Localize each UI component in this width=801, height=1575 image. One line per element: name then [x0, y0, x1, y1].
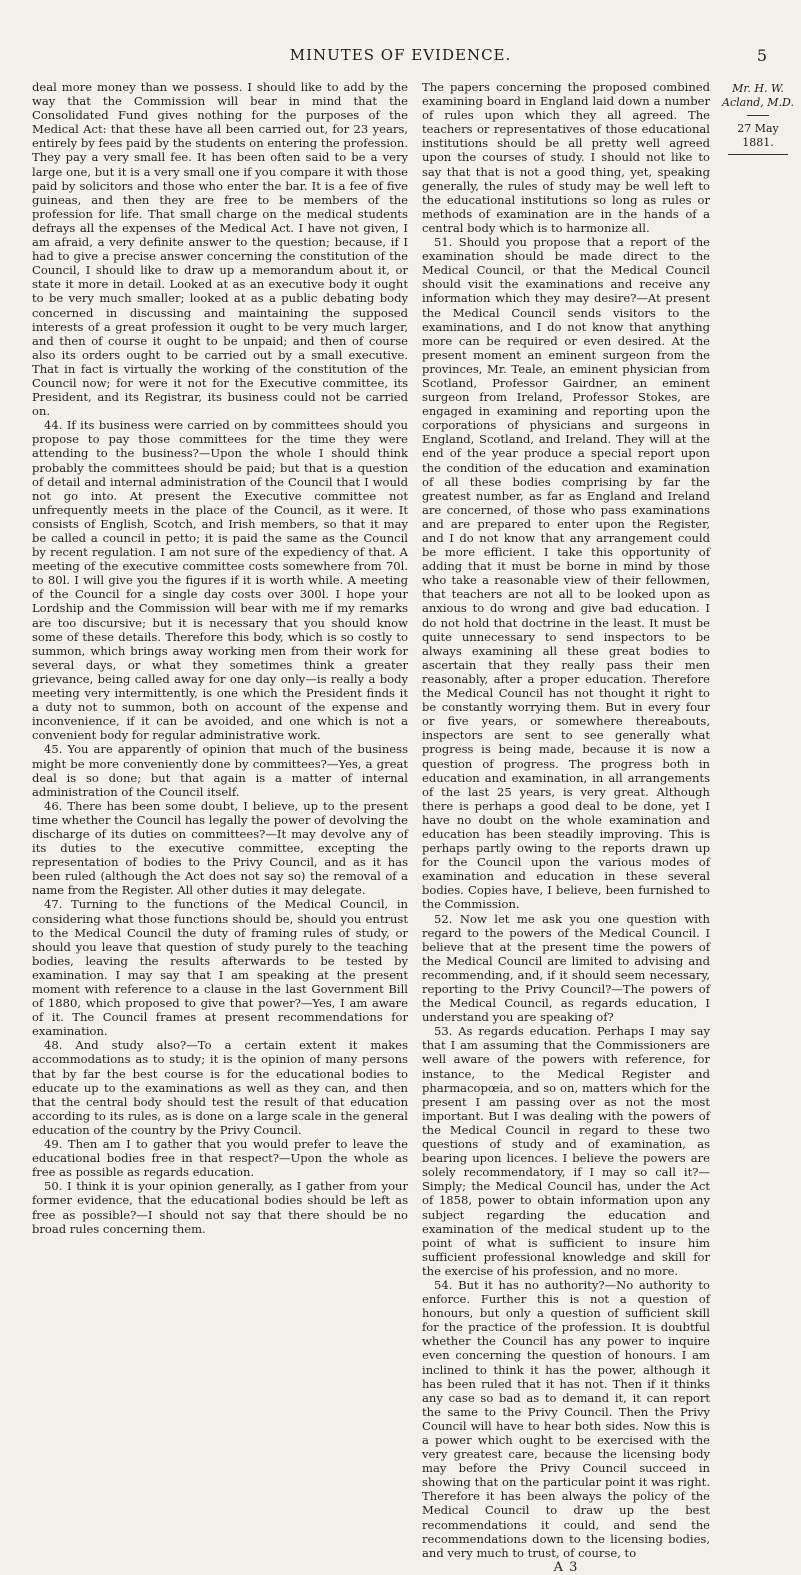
- paragraph: 51. Should you propose that a report of the examination should be made direct to the Medical Council, or that the Medical Council should visit the examinations and receive any information which they may desire?—At present the Medical Council sends visitors to the examinations, and I do not know that anything more can be required or even desired. At the present moment an eminent surgeon from the provinces, Mr. Teale, an eminent physician from Scotland, Professor Gairdner, an eminent surgeon from Ireland, Professor Stokes, are engaged in examining and reporting upon the corporations of physicians and surgeons in England, Scotland, and Ireland. They will at the end of the year produce a special report upon the condition of the education and examination of all these bodies comprising by far the greatest number, as far as England and Ireland are concerned, of those who pass examinations and are prepared to enter upon the Register, and I do not know that any arrangement could be more efficient. I take this opportunity of adding that it must be borne in mind by those who take a reasonable view of their fellowmen, that teachers are not all to be looked upon as anxious to do wrong and give bad education. I do not hold that doctrine in the least. It must be quite unnecessary to send inspectors to be always examining all these great bodies to ascertain that they really pass their men reasonably, after a proper education. Therefore the Medical Council has not thought it right to be constantly worrying them. But in every four or five years, or somewhere thereabouts, inspectors are sent to see generally what progress is being made, because it is now a question of progress. The progress both in education and examination, in all arrangements of the last 25 years, is very great. Although there is perhaps a good deal to be done, yet I have no doubt on the whole examination and education has been steadily improving. This is perhaps partly owing to the reports drawn up for the Council upon the various modes of examination and education in these several bodies. Copies have, I believe, been furnished to the Commission.: [422, 235, 710, 912]
- paragraph: deal more money than we possess. I should like to add by the way that the Commission will bear in mind that the Consolidated Fund gives nothing for the purposes of the Medical Act: that these have all been carried out, for 23 years, entirely by fees paid by the students on entering the profession. They pay a very small fee. It has been often said to be a very large one, but it is a very small one if you compare it with those paid by solicitors and those who enter the bar. It is a fee of five guineas, and then they are free to be members of the profession for life. That small charge on the medical students defrays all the expenses of the Medical Act. I have not given, I am afraid, a very definite answer to the question; because, if I had to give a precise answer concerning the constitution of the Council, I should like to draw up a memorandum about it, or state it more in detail. Looked at as an executive body it ought to be very much smaller; looked at as a public debating body concerned in discussing and maintaining the supposed interests of a great profession it ought to be very much larger, and then of course it ought to be unpaid; and then of course also its orders ought to be carried out by a small executive. That in fact is virtually the working of the constitution of the Council now; for were it not for the Executive committee, its President, and its Registrar, its business could not be carried on.: [32, 80, 408, 419]
- margin-note: [722, 82, 794, 161]
- paragraph: 48. And study also?—To a certain extent it makes accommodations as to study; it is the opinion of many persons that by far the best course is for the educational bodies to educate up to the examinations as well as they can, and then that the central body should test the result of that education according to its rules, as is done on a large scale in the general education of the country by the Privy Council.: [32, 1038, 408, 1137]
- paragraph: 54. But it has no authority?—No authority to enforce. Further this is not a question of honours, but only a question of sufficient skill for the practice of the profession. It is doubtful whether the Council has any power to inquire even concerning the question of honours. I am inclined to think it has the power, although it has been ruled that it has not. Then if it thinks any case so bad as to demand it, it can report the same to the Privy Council. Then the Privy Council will have to hear both sides. Now this is a power which ought to be exercised with the very greatest care, because the licensing body may before the Privy Council succeed in showing that on the particular point it was right. Therefore it has been always the policy of the Medical Council to draw up the best recommendations it could, and send the recommendations down to the licensing bodies, and very much to trust, of course, to: [422, 1277, 710, 1560]
- paragraph: 50. I think it is your opinion generally, as I gather from your former evidence, that the educational bodies should be left as free as possible?—I should not say that there should be no broad rules concerning them.: [32, 1179, 408, 1236]
- paragraph: 45. You are apparently of opinion that much of the business might be more conveniently done by committees?—Yes, a great deal is so done; but that again is a matter of internal administration of the Council itself.: [32, 742, 408, 799]
- signature-mark: A 3: [553, 1559, 579, 1575]
- witness-name: Mr. H. W. Acland, M.D.: [722, 82, 794, 109]
- left-column: [32, 80, 408, 1236]
- page-header: [0, 46, 801, 70]
- paragraph: 53. As regards education. Perhaps I may say that I am assuming that the Commissioners are well aware of the powers with reference, for instance, to the Medical Register and pharmacopœia, and so on, matters which for the present I am passing over as not the most important. But I was dealing with the powers of the Medical Council in regard to these two questions of study and of examination, as bearing upon licences. I believe the powers are solely recommendatory, if I may so call it?—Simply; the Medical Council has, under the Act of 1858, power to obtain information upon any subject regarding the education and examination of the medical student up to the point of what is sufficient to insure him sufficient professional knowledge and skill for the exercise of his profession, and no more.: [422, 1024, 710, 1278]
- divider: [728, 154, 788, 155]
- paragraph: 47. Turning to the functions of the Medical Council, in considering what those functions should be, should you entrust to the Medical Council the duty of framing rules of study, or should you leave that question of study purely to the teaching bodies, leaving the results afterwards to be tested by examination. I may say that I am speaking at the present moment with reference to a clause in the last Government Bill of 1880, which proposed to give that power?—Yes, I am aware of it. The Council frames at present recommendations for examination.: [32, 897, 408, 1039]
- paragraph: The papers concerning the proposed combined examining board in England laid down a number of rules upon which they all agreed. The teachers or representatives of those educational institutions should be all pretty well agreed upon the courses of study. I should not like to say that that is not a good thing, yet, speaking generally, the rules of study may be well left to the educational institutions so long as rules or methods of examination are in the hands of a central body which is to harmonize all.: [422, 80, 710, 235]
- paragraph: 49. Then am I to gather that you would prefer to leave the educational bodies free in that respect?—Upon the whole as free as possible as regards education.: [32, 1137, 408, 1180]
- paragraph: 52. Now let me ask you one question with regard to the powers of the Medical Council. I believe that at the present time the powers of the Medical Council are limited to advising and recommending, and, if it should seem necessary, reporting to the Privy Council?—The powers of the Medical Council, as regards education, I understand you are speaking of?: [422, 911, 710, 1025]
- evidence-date: 27 May 1881.: [737, 122, 779, 149]
- paragraph: 46. There has been some doubt, I believe, up to the present time whether the Council has legally the power of devolving the discharge of its duties on committees?—It may devolve any of its duties to the executive committee, excepting the representation of bodies to the Privy Council, and as it has been ruled (although the Act does not say so) the removal of a name from the Register. All other duties it may delegate.: [32, 798, 408, 898]
- running-title: MINUTES OF EVIDENCE.: [289, 46, 512, 64]
- right-column: [422, 80, 710, 1575]
- page-number: 5: [756, 46, 767, 65]
- divider: [747, 115, 769, 116]
- paragraph: 44. If its business were carried on by committees should you propose to pay those committees for the time they were attending to the business?—Upon the whole I should think probably the committees should be paid; but that is a question of detail and internal administration of the Council that I would not go into. At present the Executive committee not unfrequently meets in the place of the Council, as it were. It consists of English, Scotch, and Irish members, so that it may be called a council in petto; it is paid the same as the Council by recent regulation. I am not sure of the expediency of that. A meeting of the executive committee costs somewhere from 70l. to 80l. I will give you the figures if it is worth while. A meeting of the Council for a single day costs over 300l. I hope your Lordship and the Commission will bear with me if my remarks are too discursive; but it is necessary that you should know some of these details. Therefore this body, which is so costly to summon, which brings away working men from their work for several days, or what they sometimes think a greater grievance, being called away for one day only—is really a body meeting very intermittently, is one which the President finds it a duty not to summon, both on account of the expense and inconvenience, if it can be avoided, and one which is not a convenient body for regular administrative work.: [32, 418, 408, 743]
